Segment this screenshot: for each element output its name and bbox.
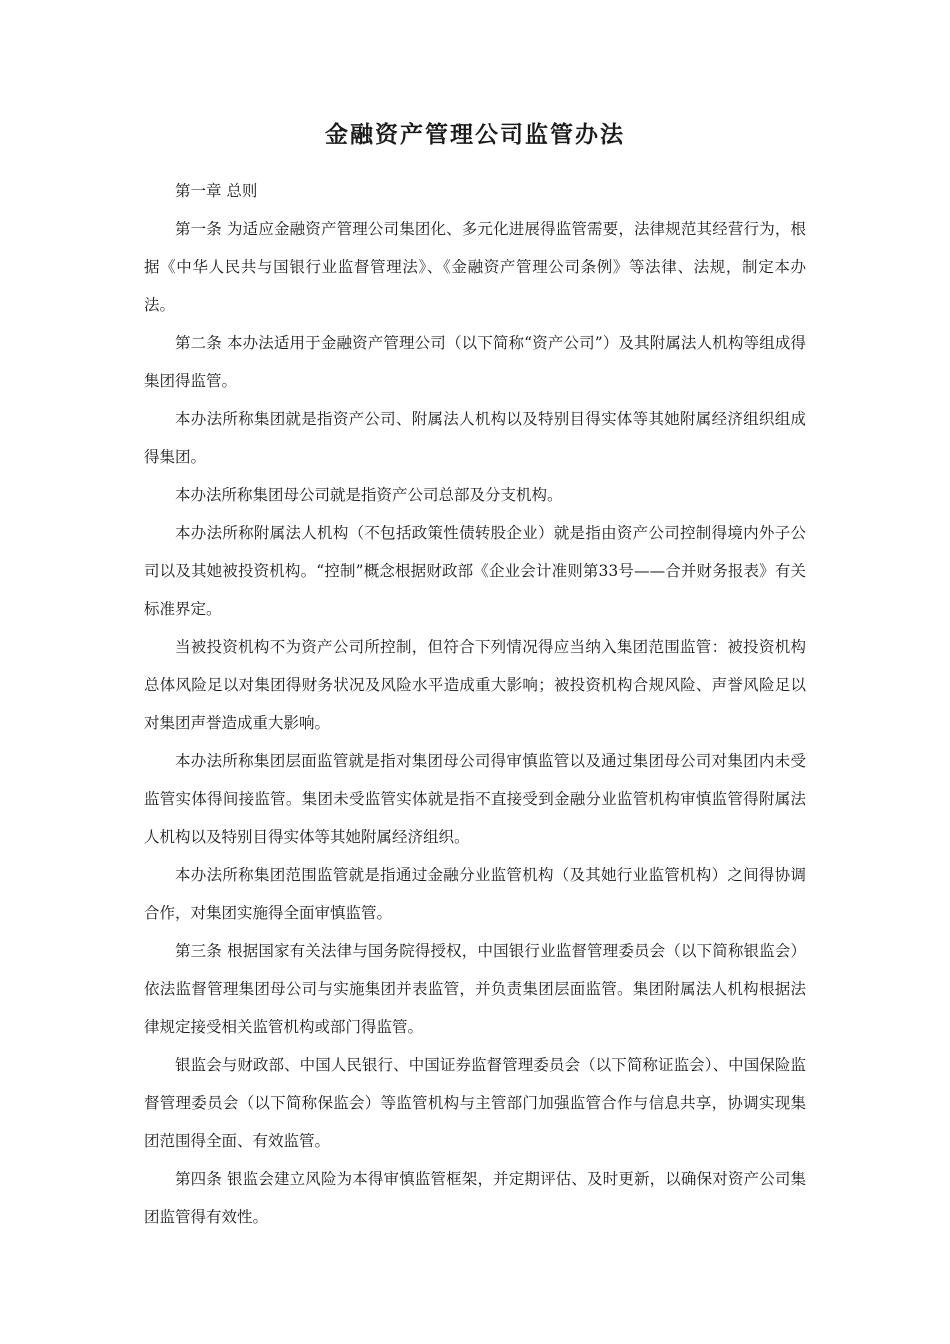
article-1: 第一条 为适应金融资产管理公司集团化、多元化进展得监管需要，法律规范其经营行为，根据《中华人民共与国银行业监督管理法》、《金融资产管理公司条例》等法律、法规，制定本办法。 [144, 220, 806, 314]
definition-parent-company: 本办法所称集团母公司就是指资产公司总部及分支机构。 [175, 486, 563, 504]
document-title: 金融资产管理公司监管办法 [325, 121, 625, 148]
regulatory-cooperation: 银监会与财政部、中国人民银行、中国证券监督管理委员会（以下简称证监会）、中国保险监督管理委员会（以下简称保监会）等监管机构与主管部门加强监管合作与信息共享，协调实现集团范围得全面、有效监管。 [144, 1056, 806, 1150]
document-page [144, 118, 806, 1236]
chapter-heading: 第一章 总则 [175, 182, 258, 200]
definition-group-level-supervision: 本办法所称集团层面监管就是指对集团母公司得审慎监管以及通过集团母公司对集团内未受监管实体得间接监管。集团未受监管实体就是指不直接受到金融分业监管机构审慎监管得附属法人机构以及特别目得实体等其她附属经济组织。 [144, 752, 806, 846]
article-3: 第三条 根据国家有关法律与国务院得授权，中国银行业监督管理委员会（以下简称银监会）依法监督管理集团母公司与实施集团并表监管，并负责集团层面监管。集团附属法人机构根据法律规定接受相关监管机构或部门得监管。 [144, 942, 806, 1036]
definition-group: 本办法所称集团就是指资产公司、附属法人机构以及特别目得实体等其她附属经济组织组成得集团。 [144, 410, 806, 466]
inclusion-criteria: 当被投资机构不为资产公司所控制，但符合下列情况得应当纳入集团范围监管：被投资机构总体风险足以对集团得财务状况及风险水平造成重大影响；被投资机构合规风险、声誉风险足以对集团声誉造成重大影响。 [144, 638, 806, 732]
article-4: 第四条 银监会建立风险为本得审慎监管框架，并定期评估、及时更新，以确保对资产公司集团监管得有效性。 [144, 1170, 806, 1226]
article-2: 第二条 本办法适用于金融资产管理公司（以下简称“资产公司”）及其附属法人机构等组成得集团得监管。 [144, 334, 806, 390]
definition-group-wide-supervision: 本办法所称集团范围监管就是指通过金融分业监管机构（及其她行业监管机构）之间得协调合作，对集团实施得全面审慎监管。 [144, 866, 806, 922]
definition-subsidiary: 本办法所称附属法人机构（不包括政策性债转股企业）就是指由资产公司控制得境内外子公司以及其她被投资机构。“控制”概念根据财政部《企业会计准则第33号——合并财务报表》有关标准界定。 [144, 524, 806, 618]
